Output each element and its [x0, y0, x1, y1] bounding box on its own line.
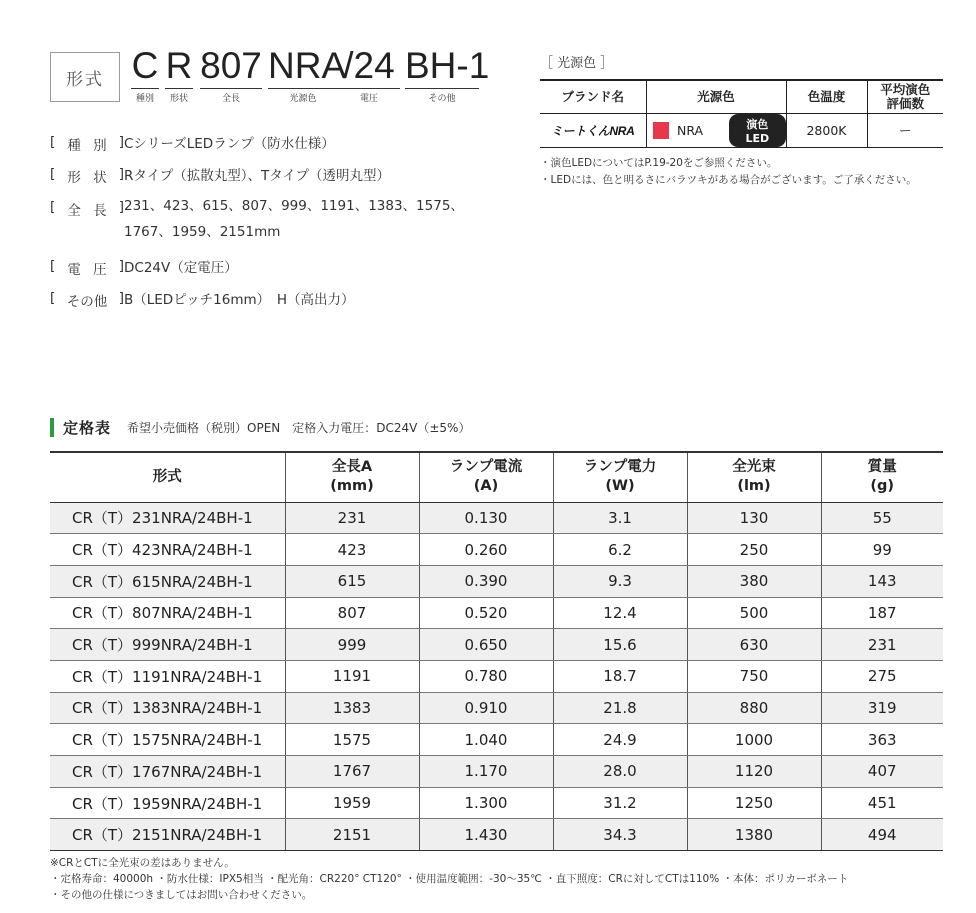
- cell-power: 31.2: [553, 787, 687, 819]
- cell-mass: 55: [821, 502, 943, 534]
- code-part-length-value: 807: [200, 45, 262, 86]
- spec-value: [124, 193, 464, 245]
- cell-length: 1767: [285, 756, 419, 788]
- light-source-row: [540, 113, 943, 147]
- cell-flux: 250: [687, 534, 821, 566]
- cell-mass: 99: [821, 534, 943, 566]
- cell-mass: 143: [821, 565, 943, 597]
- cell-mass: 275: [821, 660, 943, 692]
- cell-flux: 500: [687, 597, 821, 629]
- spec-row-other: [50, 284, 464, 316]
- cell-power: 15.6: [553, 629, 687, 661]
- code-part-shape-value: R: [165, 45, 193, 86]
- table-row: [50, 756, 943, 788]
- cell-current: 0.260: [419, 534, 553, 566]
- spec-key: [ その他 ]: [50, 290, 124, 310]
- light-source-table: [540, 79, 943, 148]
- spec-row-voltage: [50, 252, 464, 284]
- code-part-other-label: その他: [428, 94, 456, 104]
- cri-led-badge: 演色LED: [729, 114, 785, 147]
- section-marker: [50, 418, 54, 437]
- cell-flux: 1250: [687, 787, 821, 819]
- footnote-line: ・定格寿命：40000h ・防水仕様：IPX5相当 ・配光角：CR220° CT120° ・使用温度範囲：-30～35℃ ・直下照度：CRに対してCTは110% ・本体：ポリカーボネート: [50, 873, 849, 885]
- cell-model: CR（T）1575NRA/24BH-1: [50, 724, 285, 756]
- table-row: [50, 534, 943, 566]
- cell-length: 1383: [285, 692, 419, 724]
- cell-flux: 880: [687, 692, 821, 724]
- note-line: ・演色LEDについてはP.19-20をご参照ください。: [540, 157, 778, 169]
- ls-header-color: 光源色: [646, 80, 786, 113]
- cell-length: 1191: [285, 660, 419, 692]
- code-part-voltage: [338, 46, 400, 104]
- cri-value: ー: [867, 113, 943, 147]
- rating-body: [50, 502, 943, 851]
- cell-power: 9.3: [553, 565, 687, 597]
- cell-current: 0.910: [419, 692, 553, 724]
- cell-mass: 407: [821, 756, 943, 788]
- col-header-mass: 質量 (g): [821, 452, 943, 502]
- col-header-flux: 全光束 (lm): [687, 452, 821, 502]
- cell-flux: 130: [687, 502, 821, 534]
- footnotes: [50, 855, 848, 903]
- spec-list: [50, 128, 464, 316]
- spec-key: [ 形 状 ]: [50, 166, 124, 186]
- rating-title: 定格表: [63, 418, 112, 437]
- table-row: [50, 565, 943, 597]
- code-part-type-value: C: [131, 45, 159, 86]
- code-part-other-value: BH-1: [405, 45, 490, 86]
- spec-value: B（LEDピッチ16mm） H（高出力）: [124, 291, 355, 308]
- cell-length: 231: [285, 502, 419, 534]
- col-header-model: 形式: [50, 452, 285, 502]
- ls-header-brand: ブランド名: [540, 80, 646, 113]
- table-row: [50, 724, 943, 756]
- col-header-power: ランプ電力 (W): [553, 452, 687, 502]
- cell-model: CR（T）999NRA/24BH-1: [50, 629, 285, 661]
- cell-flux: 1120: [687, 756, 821, 788]
- table-row: [50, 502, 943, 534]
- cell-length: 999: [285, 629, 419, 661]
- code-part-shape-label: 形状: [169, 94, 188, 104]
- cell-model: CR（T）1767NRA/24BH-1: [50, 756, 285, 788]
- cell-current: 1.170: [419, 756, 553, 788]
- spec-value: Rタイプ（拡散丸型）、Tタイプ（透明丸型）: [124, 167, 391, 184]
- spec-row-shape: [50, 160, 464, 192]
- code-part-voltage-label: 電圧: [359, 94, 378, 104]
- cell-flux: 630: [687, 629, 821, 661]
- col-header-length: 全長A (mm): [285, 452, 419, 502]
- spec-row-length: [50, 192, 464, 252]
- spec-value: DC24V（定電圧）: [124, 259, 238, 276]
- cell-current: 1.300: [419, 787, 553, 819]
- cell-current: 1.430: [419, 819, 553, 851]
- cell-power: 6.2: [553, 534, 687, 566]
- cell-power: 18.7: [553, 660, 687, 692]
- spec-key: [ 種 別 ]: [50, 134, 124, 154]
- ls-header-temperature: 色温度: [786, 80, 867, 113]
- cell-model: CR（T）1191NRA/24BH-1: [50, 660, 285, 692]
- color-cell: [646, 113, 786, 147]
- spec-value: CシリーズLEDランプ（防水仕様）: [124, 135, 335, 152]
- table-row: [50, 597, 943, 629]
- code-part-length-label: 全長: [221, 94, 240, 104]
- cell-model: CR（T）423NRA/24BH-1: [50, 534, 285, 566]
- table-row: [50, 787, 943, 819]
- spec-value-line-1: 231、423、615、807、999、1191、1383、1575、: [124, 198, 464, 214]
- code-part-color: [268, 45, 347, 104]
- cell-flux: 380: [687, 565, 821, 597]
- brand-logo: ミートくんNRA: [540, 113, 646, 147]
- table-row: [50, 692, 943, 724]
- cell-model: CR（T）1959NRA/24BH-1: [50, 787, 285, 819]
- cell-model: CR（T）231NRA/24BH-1: [50, 502, 285, 534]
- cell-model: CR（T）807NRA/24BH-1: [50, 597, 285, 629]
- cell-mass: 319: [821, 692, 943, 724]
- cell-length: 2151: [285, 819, 419, 851]
- code-part-type: [131, 46, 159, 104]
- footnote-line: ※CRとCTに全光束の差はありません。: [50, 857, 235, 869]
- ls-header-cri: 平均演色 評価数: [867, 80, 943, 113]
- cell-mass: 494: [821, 819, 943, 851]
- color-swatch: [653, 122, 670, 139]
- code-part-color-label: 光源色: [289, 94, 317, 104]
- code-part-other: [405, 45, 490, 104]
- cell-model: CR（T）615NRA/24BH-1: [50, 565, 285, 597]
- cell-power: 3.1: [553, 502, 687, 534]
- spec-key: [ 全 長 ]: [50, 199, 124, 219]
- cell-mass: 451: [821, 787, 943, 819]
- cell-power: 12.4: [553, 597, 687, 629]
- code-part-length: [200, 46, 262, 104]
- code-part-voltage-value: /24: [343, 45, 395, 86]
- model-code-label: 形式: [50, 52, 120, 102]
- spec-value-line-2: 1767、1959、2151mm: [124, 224, 281, 240]
- light-source-notes: [540, 155, 917, 189]
- cell-flux: 1380: [687, 819, 821, 851]
- cell-length: 615: [285, 565, 419, 597]
- rating-table: [50, 451, 943, 851]
- cell-power: 24.9: [553, 724, 687, 756]
- cell-model: CR（T）1383NRA/24BH-1: [50, 692, 285, 724]
- cell-mass: 363: [821, 724, 943, 756]
- table-row: [50, 660, 943, 692]
- table-row: [50, 629, 943, 661]
- cell-current: 1.040: [419, 724, 553, 756]
- col-header-current: ランプ電流 (A): [419, 452, 553, 502]
- cell-length: 807: [285, 597, 419, 629]
- code-part-type-label: 種別: [135, 94, 154, 104]
- code-part-shape: [165, 46, 193, 104]
- cell-flux: 1000: [687, 724, 821, 756]
- rating-heading: [50, 417, 470, 437]
- cell-mass: 187: [821, 597, 943, 629]
- rating-header-row: [50, 452, 943, 502]
- cell-flux: 750: [687, 660, 821, 692]
- cell-power: 21.8: [553, 692, 687, 724]
- cell-length: 1575: [285, 724, 419, 756]
- rating-subtitle: 希望小売価格（税別）OPEN 定格入力電圧：DC24V（±5%）: [127, 420, 471, 435]
- spec-key: [ 電 圧 ]: [50, 258, 124, 278]
- cell-model: CR（T）2151NRA/24BH-1: [50, 819, 285, 851]
- color-name: NRA: [677, 122, 704, 138]
- spec-row-type: [50, 128, 464, 160]
- cell-mass: 231: [821, 629, 943, 661]
- cell-length: 1959: [285, 787, 419, 819]
- cell-current: 0.650: [419, 629, 553, 661]
- light-source-title: ［ 光源色 ］: [540, 56, 614, 71]
- table-row: [50, 819, 943, 851]
- cell-current: 0.780: [419, 660, 553, 692]
- cell-current: 0.390: [419, 565, 553, 597]
- code-part-color-value: NRA: [268, 45, 347, 86]
- cell-current: 0.130: [419, 502, 553, 534]
- note-line: ・LEDには、色と明るさにバラツキがある場合がございます。ご了承ください。: [540, 174, 917, 186]
- cell-length: 423: [285, 534, 419, 566]
- footnote-line: ・その他の仕様につきましてはお問い合わせください。: [50, 889, 313, 901]
- temperature-value: 2800K: [786, 113, 867, 147]
- cell-current: 0.520: [419, 597, 553, 629]
- cell-power: 34.3: [553, 819, 687, 851]
- cell-power: 28.0: [553, 756, 687, 788]
